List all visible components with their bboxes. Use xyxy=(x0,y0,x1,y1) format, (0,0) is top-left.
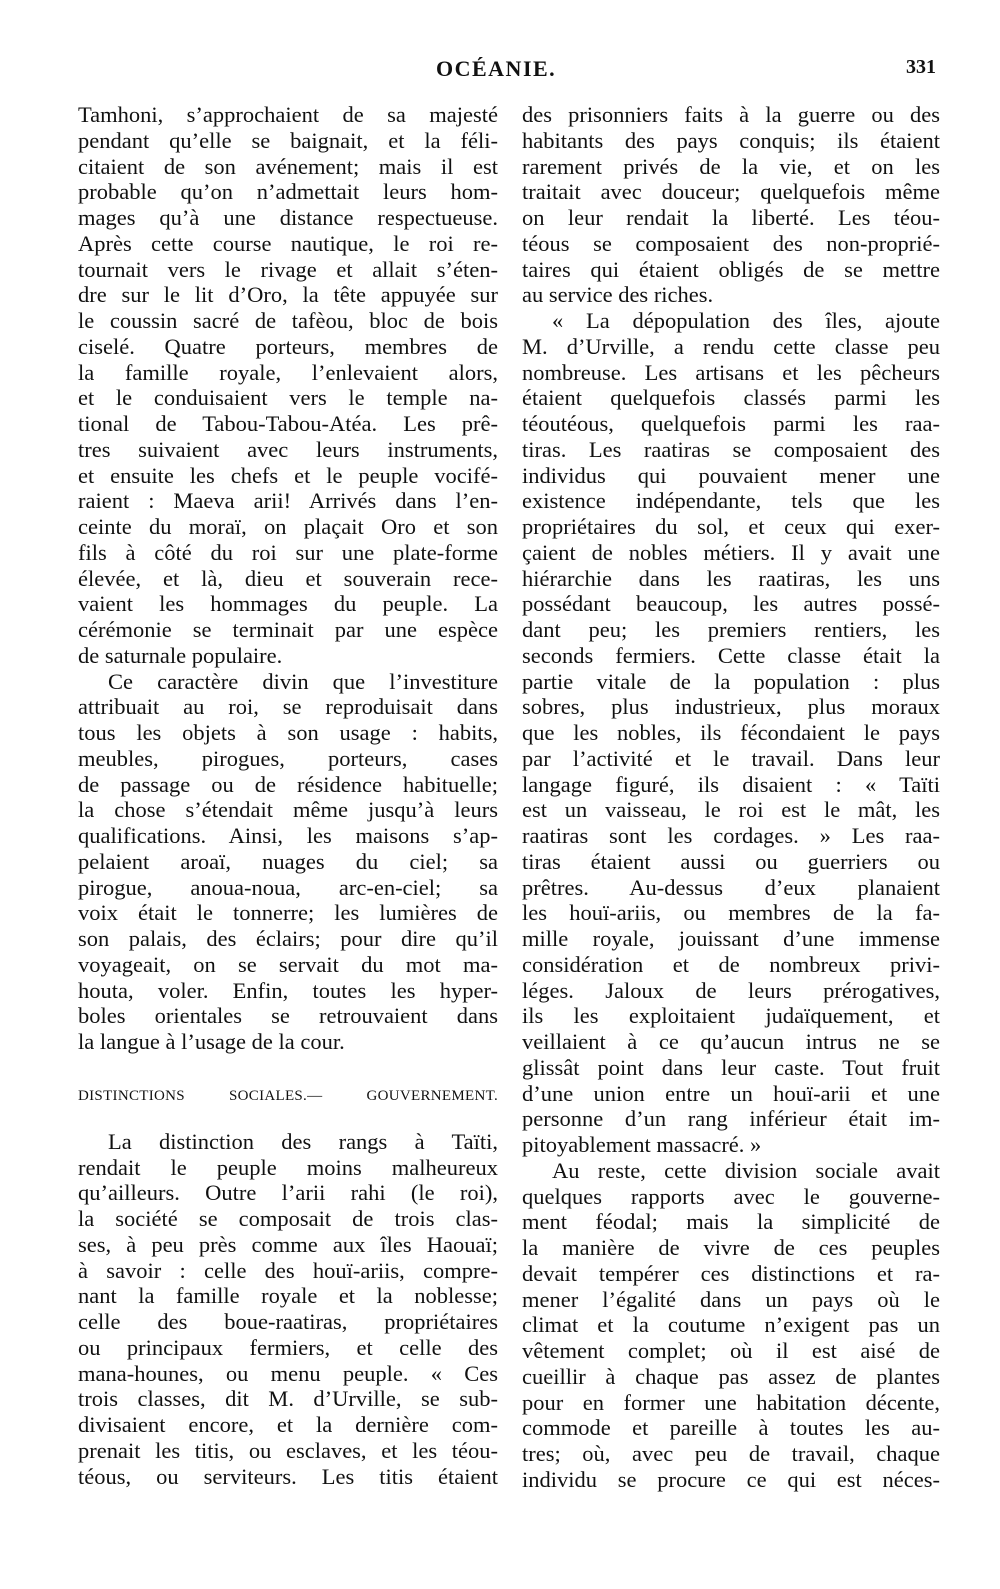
text-line: personne d’un rang inférieur était im- xyxy=(522,1106,940,1132)
text-line: pendant qu’elle se baignait, et la féli- xyxy=(78,127,498,153)
text-line: voix était le tonnerre; les lumières de xyxy=(78,900,498,926)
paragraph xyxy=(78,1129,498,1490)
paragraph xyxy=(522,102,940,308)
text-line: possédant beaucoup, les autres possé- xyxy=(522,591,940,617)
text-line: à savoir : celle des houï-ariis, compre- xyxy=(78,1257,498,1283)
text-line: hiérarchie dans les raatiras, les uns xyxy=(522,565,940,591)
paragraph xyxy=(522,308,940,1158)
text-line: individu se procure ce qui est néces- xyxy=(522,1466,940,1492)
text-line: ses, à peu près comme aux îles Haouaï; xyxy=(78,1231,498,1257)
text-line: M. d’Urville, a rendu cette classe peu xyxy=(522,333,940,359)
text-line: considération et de nombreux privi- xyxy=(522,951,940,977)
text-line: cérémonie se terminait par une espèce xyxy=(78,617,498,642)
text-line: glissât point dans leur caste. Tout fruit xyxy=(522,1054,940,1080)
text-line: partie vitale de la population : plus xyxy=(522,668,940,694)
text-line: rarement privés de la vie, et on les xyxy=(522,153,940,179)
text-line: de saturnale populaire. xyxy=(78,642,283,668)
text-line: divisaient encore, et la dernière com- xyxy=(78,1412,498,1437)
text-line: raatiras sont les cordages. » Les raa- xyxy=(522,823,940,848)
text-line: tres suivaient avec leurs instruments, xyxy=(78,436,498,462)
text-line: mener l’égalité dans un pays où le xyxy=(522,1286,940,1312)
text-line: taires qui étaient obligés de se mettre xyxy=(522,256,940,282)
spacer xyxy=(78,1109,498,1129)
text-line: individus qui pouvaient mener une xyxy=(522,462,940,488)
text-line: pelaient aroaï, nuages du ciel; sa xyxy=(78,848,498,874)
text-line: on leur rendait la liberté. Les téou- xyxy=(522,205,940,230)
text-line: çaient de nobles métiers. Il y avait une xyxy=(522,539,940,565)
text-line: tournait vers le rivage et allait s’éten- xyxy=(78,256,498,282)
text-line: dre sur le lit d’Oro, la tête appuyée sur xyxy=(78,282,498,308)
text-line: pitoyablement massacré. » xyxy=(522,1132,762,1157)
text-line: est un vaisseau, le roi est le mât, les xyxy=(522,797,940,823)
text-line: ment féodal; mais la simplicité de xyxy=(522,1209,940,1235)
text-line: langage figuré, ils disaient : « Taïti xyxy=(522,771,940,797)
text-line: cueillir à chaque pas assez de plantes xyxy=(522,1363,940,1389)
text-line: la famille royale, l’enlevaient alors, xyxy=(78,359,498,385)
text-line: pirogue, anoua-noua, arc-en-ciel; sa xyxy=(78,874,498,900)
text-line: boles orientales se retrouvaient dans xyxy=(78,1003,498,1029)
text-line: voyageait, on se servait du mot ma- xyxy=(78,951,498,977)
text-line: par l’activité et le travail. Dans leur xyxy=(522,745,940,771)
text-line: Tamhoni, s’approchaient de sa majesté xyxy=(78,102,498,127)
text-line: veillaient à ce qu’aucun intrus ne se xyxy=(522,1029,940,1054)
text-line: pour en former une habitation décente, xyxy=(522,1389,940,1415)
text-line: mana-hounes, ou menu peuple. « Ces xyxy=(78,1360,498,1386)
text-line: élevée, et là, dieu et souverain rece- xyxy=(78,565,498,591)
text-line: commode et pareille à toutes les au- xyxy=(522,1415,940,1441)
text-line: et ensuite les chefs et le peuple vocifé- xyxy=(78,462,498,488)
text-line: le coussin sacré de tafèou, bloc de bois xyxy=(78,308,498,333)
text-line: son palais, des éclairs; pour dire qu’il xyxy=(78,926,498,951)
text-line: « La dépopulation des îles, ajoute xyxy=(552,308,940,333)
text-line: habitants des pays conquis; ils étaient xyxy=(522,127,940,153)
text-line: rendait le peuple moins malheureux xyxy=(78,1154,498,1180)
text-line: étaient quelquefois classés parmi les xyxy=(522,385,940,411)
paragraph xyxy=(78,102,498,669)
text-line: la société se composait de trois clas- xyxy=(78,1206,498,1231)
text-line: citaient de son avénement; mais il est xyxy=(78,153,498,179)
text-line: que les nobles, ils fécondaient le pays xyxy=(522,720,940,745)
text-line: fils à côté du roi sur une plate-forme xyxy=(78,539,498,565)
text-line: téous, ou serviteurs. Les titis étaient xyxy=(78,1463,498,1489)
running-title: OCÉANIE. xyxy=(436,56,557,81)
text-line: qualifications. Ainsi, les maisons s’ap- xyxy=(78,823,498,848)
text-line: prêtres. Au-dessus d’eux planaient xyxy=(522,874,940,900)
text-line: quelques rapports avec le gouverne- xyxy=(522,1183,940,1209)
left-column xyxy=(78,102,498,1489)
text-line: devait tempérer ces distinctions et ra- xyxy=(522,1260,940,1286)
text-line: la manière de vivre de ces peuples xyxy=(522,1235,940,1260)
text-line: vaient les hommages du peuple. La xyxy=(78,591,498,617)
text-line: au service des riches. xyxy=(522,282,714,308)
text-line: meubles, pirogues, porteurs, cases xyxy=(78,745,498,771)
text-line: nant la famille royale et la noblesse; xyxy=(78,1283,498,1309)
text-line: tres; où, avec peu de travail, chaque xyxy=(522,1441,940,1466)
text-line: tional de Tabou-Tabou-Atéa. Les prê- xyxy=(78,411,498,436)
text-line: la chose s’étendait même jusqu’à leurs xyxy=(78,797,498,823)
text-line: d’une union entre un houï-arii et une xyxy=(522,1080,940,1106)
right-column xyxy=(522,102,940,1493)
text-line: sobres, plus industrieux, plus moraux xyxy=(522,694,940,720)
text-line: Ce caractère divin que l’investiture xyxy=(108,668,498,694)
text-line: climat et la coutume n’exigent pas un xyxy=(522,1312,940,1338)
text-line: propriétaires du sol, et ceux qui exer- xyxy=(522,514,940,539)
paragraph xyxy=(78,669,498,1055)
text-line: trois classes, dit M. d’Urville, se sub- xyxy=(78,1386,498,1412)
text-line: des prisonniers faits à la guerre ou des xyxy=(522,102,940,127)
text-line: ou principaux fermiers, et celle des xyxy=(78,1334,498,1360)
text-line: ceinte du moraï, on plaçait Oro et son xyxy=(78,514,498,539)
text-line: traitait avec douceur; quelquefois même xyxy=(522,179,940,205)
text-line: les houï-ariis, ou membres de la fa- xyxy=(522,900,940,926)
page-number: 331 xyxy=(906,56,936,78)
text-line: celle des boue-raatiras, propriétaires xyxy=(78,1309,498,1334)
text-line: de passage ou de résidence habituelle; xyxy=(78,771,498,797)
text-line: nombreuse. Les artisans et les pêcheurs xyxy=(522,359,940,385)
text-line: Après cette course nautique, le roi re- xyxy=(78,230,498,256)
text-line: seconds fermiers. Cette classe était la xyxy=(522,642,940,668)
text-line: mille royale, jouissant d’une immense xyxy=(522,926,940,951)
paragraph xyxy=(522,1158,940,1493)
text-line: dant peu; les premiers rentiers, les xyxy=(522,617,940,642)
text-line: ils les exploitaient judaïquement, et xyxy=(522,1003,940,1029)
section-heading: DISTINCTIONS SOCIALES.— GOUVERNEMENT. xyxy=(78,1087,498,1104)
text-line: la langue à l’usage de la cour. xyxy=(78,1029,345,1054)
text-line: mages qu’à une distance respectueuse. xyxy=(78,205,498,230)
text-line: probable qu’on n’admettait leurs hom- xyxy=(78,179,498,205)
text-line: raient : Maeva arii! Arrivés dans l’en- xyxy=(78,488,498,514)
text-line: tous les objets à son usage : habits, xyxy=(78,720,498,745)
text-line: attribuait au roi, se reproduisait dans xyxy=(78,694,498,720)
text-line: qu’ailleurs. Outre l’arii rahi (le roi), xyxy=(78,1180,498,1206)
text-line: téous se composaient des non-proprié- xyxy=(522,230,940,256)
text-line: léges. Jaloux de leurs prérogatives, xyxy=(522,977,940,1003)
text-line: tiras étaient aussi ou guerriers ou xyxy=(522,848,940,874)
text-line: prenait les titis, ou esclaves, et les téou- xyxy=(78,1437,498,1463)
text-line: tiras. Les raatiras se composaient des xyxy=(522,436,940,462)
text-line: ciselé. Quatre porteurs, membres de xyxy=(78,333,498,359)
spacer xyxy=(78,1055,498,1083)
text-line: houta, voler. Enfin, toutes les hyper- xyxy=(78,977,498,1003)
text-line: La distinction des rangs à Taïti, xyxy=(108,1128,498,1154)
text-line: vêtement complet; où il est aisé de xyxy=(522,1338,940,1363)
page-header xyxy=(0,56,1000,86)
text-line: existence indépendante, tels que les xyxy=(522,488,940,514)
text-line: téoutéous, quelquefois parmi les raa- xyxy=(522,411,940,436)
text-line: Au reste, cette division sociale avait xyxy=(552,1157,940,1183)
text-line: et le conduisaient vers le temple na- xyxy=(78,385,498,411)
